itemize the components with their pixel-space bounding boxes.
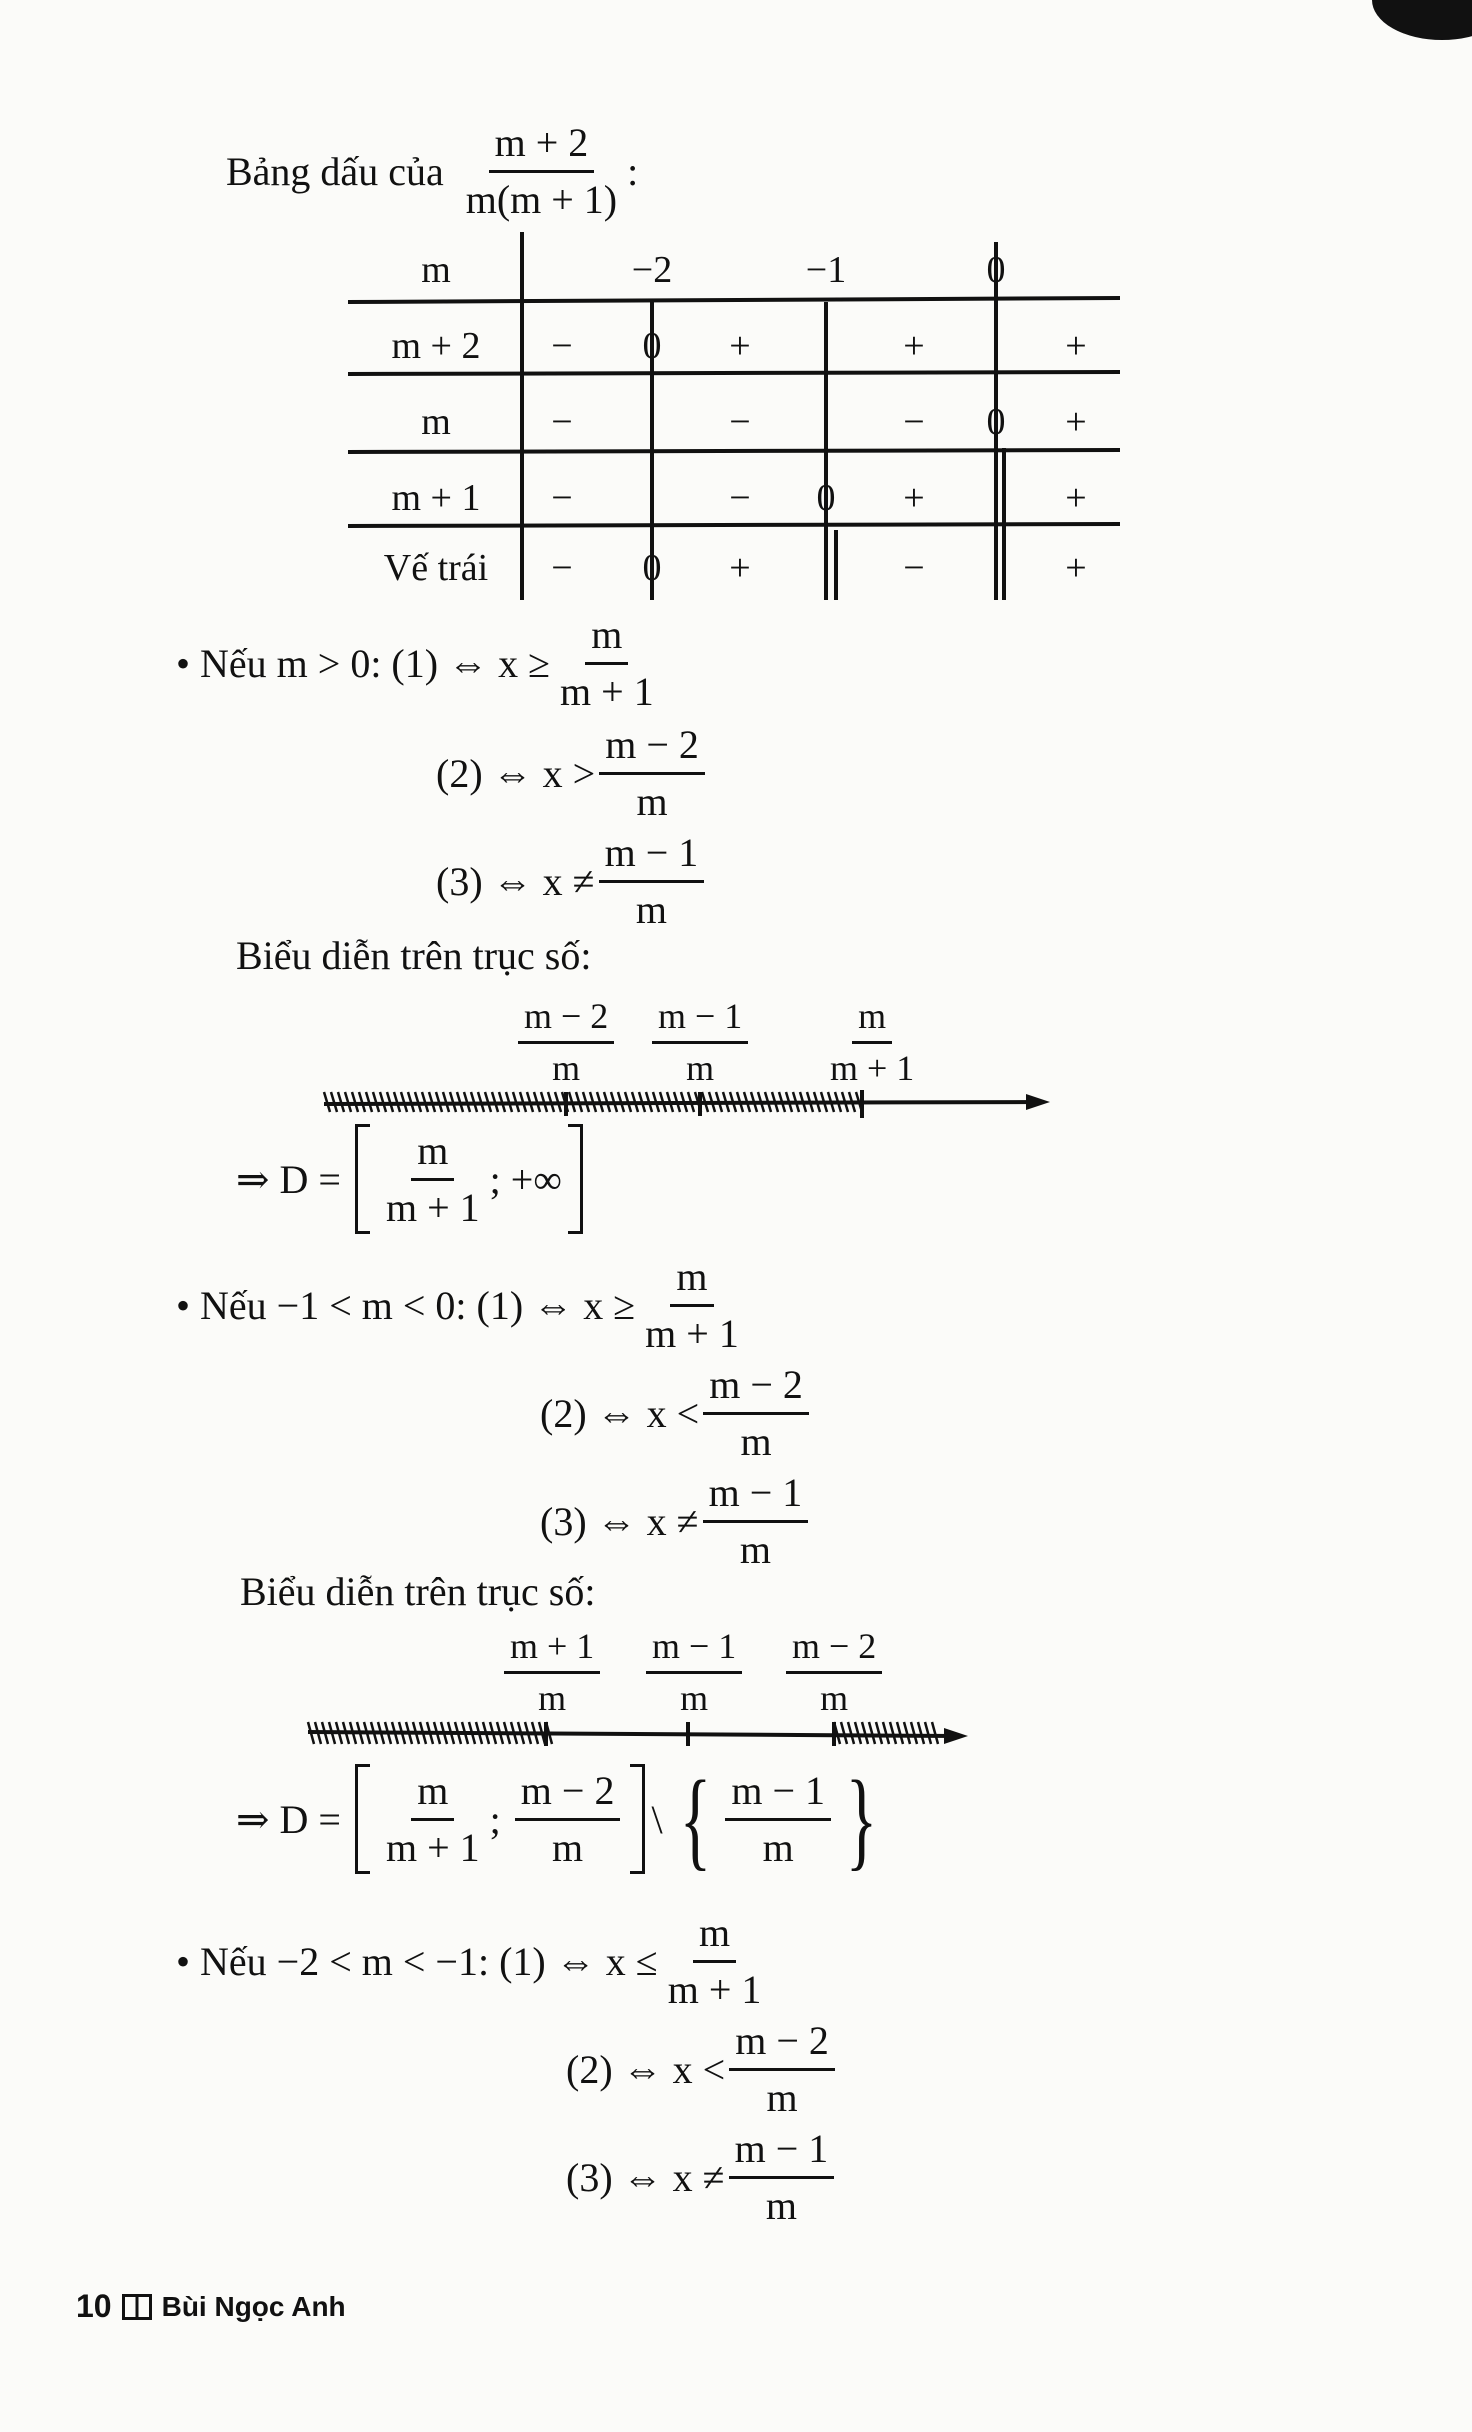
case2-result bbox=[236, 1758, 888, 1880]
hatch-mark bbox=[925, 1722, 931, 1744]
table-cell-1-5: + bbox=[1065, 325, 1087, 367]
table-row-label-2: m bbox=[421, 401, 451, 443]
table-row-label-3: m + 1 bbox=[391, 477, 481, 519]
case2-result-prefix: ⇒ D = bbox=[236, 1796, 341, 1842]
hatch-mark bbox=[883, 1722, 889, 1744]
case2-result-a-num: m bbox=[411, 1768, 454, 1821]
table-cell-1-1: − bbox=[551, 325, 573, 367]
table-cell-2-3: − bbox=[903, 401, 925, 443]
case2-result-frac-b bbox=[515, 1768, 621, 1871]
case2-frac1-den: m + 1 bbox=[645, 1311, 739, 1356]
case2-result-frac-c bbox=[725, 1768, 831, 1871]
case1-axis-arrow bbox=[1026, 1094, 1050, 1110]
case2-cond2-label: (2) ⇔ x < bbox=[540, 1391, 700, 1436]
case2-left-brace: { bbox=[679, 1758, 711, 1880]
case2-frac3-num: m − 1 bbox=[703, 1470, 809, 1523]
table-header-point-3: 0 bbox=[986, 249, 1006, 291]
hatch-mark bbox=[848, 1722, 854, 1744]
sign-table bbox=[340, 230, 1130, 610]
table-cell-3-5: + bbox=[1065, 477, 1087, 519]
case1-result-num: m bbox=[411, 1128, 454, 1181]
case1-axis-label-3-den: m + 1 bbox=[830, 1048, 915, 1089]
case1-frac3-num: m − 1 bbox=[599, 830, 705, 883]
table-header-point-2: −1 bbox=[805, 249, 847, 291]
hatch-mark bbox=[841, 1722, 847, 1744]
case2-result-b-num: m − 2 bbox=[515, 1768, 621, 1821]
case1-frac1-num: m bbox=[585, 612, 628, 665]
table-cell-3-4: + bbox=[903, 477, 925, 519]
title-denominator: m(m + 1) bbox=[465, 177, 618, 222]
table-cell-4-2: 0 bbox=[642, 547, 662, 589]
table-cell-4-3: + bbox=[729, 547, 751, 589]
case2-setminus: \ bbox=[651, 1796, 663, 1842]
hatch-mark bbox=[918, 1722, 924, 1744]
table-cell-2-4: 0 bbox=[986, 401, 1006, 443]
page-footer bbox=[76, 2288, 346, 2325]
case2-result-separator: ; bbox=[489, 1796, 501, 1842]
case3-line2 bbox=[566, 2018, 839, 2121]
case3-frac1-den: m + 1 bbox=[667, 1967, 762, 2012]
case3-frac1 bbox=[662, 1910, 768, 2013]
table-row-label-1: m + 2 bbox=[391, 325, 481, 367]
case3-frac2 bbox=[729, 2018, 835, 2121]
table-header-point-1: −2 bbox=[631, 249, 673, 291]
case1-frac1-den: m + 1 bbox=[560, 669, 654, 714]
case2-left-bracket bbox=[355, 1764, 370, 1874]
case2-result-c-num: m − 1 bbox=[725, 1768, 831, 1821]
case2-right-bracket bbox=[630, 1764, 645, 1874]
case3-cond3-label: (3) ⇔ x ≠ bbox=[566, 2155, 725, 2200]
case1-frac1 bbox=[554, 612, 660, 715]
page-number: 10 bbox=[76, 2288, 112, 2324]
case1-result-tail: ; +∞ bbox=[489, 1156, 562, 1202]
hatch-mark bbox=[911, 1722, 917, 1744]
case1-left-bracket bbox=[355, 1124, 370, 1234]
case1-line2 bbox=[436, 722, 709, 825]
case2-axis-label-1-num: m + 1 bbox=[504, 1626, 600, 1674]
title-numerator: m + 2 bbox=[489, 120, 595, 173]
case2-axis-label-3-num: m − 2 bbox=[786, 1626, 882, 1674]
hatch-mark bbox=[904, 1722, 910, 1744]
case2-right-brace: } bbox=[845, 1758, 878, 1880]
case2-result-b-den: m bbox=[552, 1824, 584, 1870]
table-row-label-4: Vế trái bbox=[383, 547, 489, 589]
hatch-mark bbox=[855, 1722, 861, 1744]
hatch-mark bbox=[890, 1722, 896, 1744]
case1-number-line bbox=[310, 1086, 1060, 1122]
case2-number-line bbox=[298, 1716, 978, 1752]
title-suffix: : bbox=[627, 149, 639, 194]
case1-axis-label-2 bbox=[652, 996, 748, 1090]
case2-axis-line bbox=[308, 1732, 958, 1736]
case2-frac1-num: m bbox=[670, 1254, 713, 1307]
case2-axis-arrow bbox=[944, 1728, 968, 1744]
case1-axis-line bbox=[324, 1102, 1040, 1104]
table-cell-2-1: − bbox=[551, 401, 573, 443]
case1-frac3 bbox=[599, 830, 705, 933]
case2-axis-label-2 bbox=[646, 1626, 742, 1720]
table-cell-3-1: − bbox=[551, 477, 573, 519]
case2-axis-title: Biểu diễn trên trục số: bbox=[240, 1569, 596, 1614]
table-row-line-1 bbox=[348, 372, 1120, 374]
author-name: Bùi Ngọc Anh bbox=[161, 2290, 346, 2322]
case1-frac2-num: m − 2 bbox=[599, 722, 705, 775]
case2-frac1 bbox=[639, 1254, 745, 1357]
case1-axis-label-1-num: m − 2 bbox=[518, 996, 614, 1044]
case2-result-frac-a bbox=[380, 1768, 486, 1871]
case2-axis-label-3-den: m bbox=[820, 1678, 849, 1719]
case3-frac2-den: m bbox=[766, 2075, 798, 2120]
case1-axis-label-3 bbox=[824, 996, 920, 1090]
table-header-line bbox=[348, 298, 1120, 302]
case2-line3 bbox=[540, 1470, 812, 1573]
case1-result-den: m + 1 bbox=[385, 1184, 480, 1230]
hatch-mark bbox=[876, 1722, 882, 1744]
case1-cond3-label: (3) ⇔ x ≠ bbox=[436, 859, 595, 904]
case2-result-c-den: m bbox=[762, 1824, 794, 1870]
case2-frac2-num: m − 2 bbox=[703, 1362, 809, 1415]
hatch-mark bbox=[862, 1722, 868, 1744]
case2-frac3 bbox=[703, 1470, 809, 1573]
case2-frac2 bbox=[703, 1362, 809, 1465]
case1-axis-labels bbox=[514, 996, 934, 1096]
case1-axis-label-1-den: m bbox=[552, 1048, 581, 1089]
case2-axis-label-1 bbox=[504, 1626, 600, 1720]
table-cell-3-2: − bbox=[729, 477, 751, 519]
table-cell-4-4: − bbox=[903, 547, 925, 589]
table-cell-1-2: 0 bbox=[642, 325, 662, 367]
book-icon bbox=[122, 2294, 152, 2320]
table-cell-2-2: − bbox=[729, 401, 751, 443]
case1-axis-label-2-num: m − 1 bbox=[652, 996, 748, 1044]
table-header-label: m bbox=[421, 249, 451, 291]
case2-cond3-label: (3) ⇔ x ≠ bbox=[540, 1499, 699, 1544]
case2-axis-labels bbox=[500, 1626, 900, 1726]
case1-line3 bbox=[436, 830, 708, 933]
table-cell-4-5: + bbox=[1065, 547, 1087, 589]
table-cell-2-5: + bbox=[1065, 401, 1087, 443]
case1-frac2-den: m bbox=[636, 779, 668, 824]
case1-cond2-label: (2) ⇔ x > bbox=[436, 751, 596, 796]
case1-axis-label-1 bbox=[518, 996, 614, 1090]
case3-intro: • Nếu −2 < m < −1: (1) ⇔ x ≤ bbox=[176, 1939, 658, 1984]
table-cell-4-1: − bbox=[551, 547, 573, 589]
case2-axis-label-2-num: m − 1 bbox=[646, 1626, 742, 1674]
hatch-mark bbox=[897, 1722, 903, 1744]
case1-axis-label-3-num: m bbox=[852, 996, 892, 1044]
case1-result bbox=[236, 1124, 583, 1234]
table-cell-1-4: + bbox=[903, 325, 925, 367]
title-prefix: Bảng dấu của bbox=[226, 149, 444, 194]
case2-frac2-den: m bbox=[740, 1419, 772, 1464]
case2-axis-label-3 bbox=[786, 1626, 882, 1720]
case3-line3 bbox=[566, 2126, 838, 2229]
table-cell-1-3: + bbox=[729, 325, 751, 367]
case2-line1 bbox=[176, 1254, 749, 1357]
case1-axis-label-2-den: m bbox=[686, 1048, 715, 1089]
table-cell-3-3: 0 bbox=[816, 477, 836, 519]
title-fraction bbox=[460, 120, 623, 223]
case3-frac3 bbox=[729, 2126, 835, 2229]
case1-frac2 bbox=[599, 722, 705, 825]
case1-result-prefix: ⇒ D = bbox=[236, 1156, 341, 1202]
case2-frac3-den: m bbox=[739, 1527, 771, 1572]
case1-frac3-den: m bbox=[635, 887, 667, 932]
case2-intro: • Nếu −1 < m < 0: (1) ⇔ x ≥ bbox=[176, 1283, 636, 1328]
case1-axis-title: Biểu diễn trên trục số: bbox=[236, 933, 592, 978]
case3-frac1-num: m bbox=[693, 1910, 736, 1963]
case2-line2 bbox=[540, 1362, 813, 1465]
case2-axis-label-2-den: m bbox=[680, 1678, 709, 1719]
case2-result-a-den: m + 1 bbox=[385, 1824, 480, 1870]
case2-axis-label-1-den: m bbox=[538, 1678, 567, 1719]
case1-result-frac bbox=[380, 1128, 486, 1231]
sign-table-title bbox=[226, 120, 638, 223]
case1-intro: • Nếu m > 0: (1) ⇔ x ≥ bbox=[176, 641, 551, 686]
case3-frac2-num: m − 2 bbox=[729, 2018, 835, 2071]
case3-line1 bbox=[176, 1910, 771, 2013]
page-corner-shadow bbox=[1372, 0, 1472, 40]
hatch-mark bbox=[869, 1722, 875, 1744]
case3-cond2-label: (2) ⇔ x < bbox=[566, 2047, 726, 2092]
case3-frac3-den: m bbox=[765, 2183, 797, 2228]
hatch-mark bbox=[932, 1722, 938, 1744]
case1-line1 bbox=[176, 612, 664, 715]
case3-frac3-num: m − 1 bbox=[729, 2126, 835, 2179]
case1-right-bracket bbox=[568, 1124, 583, 1234]
